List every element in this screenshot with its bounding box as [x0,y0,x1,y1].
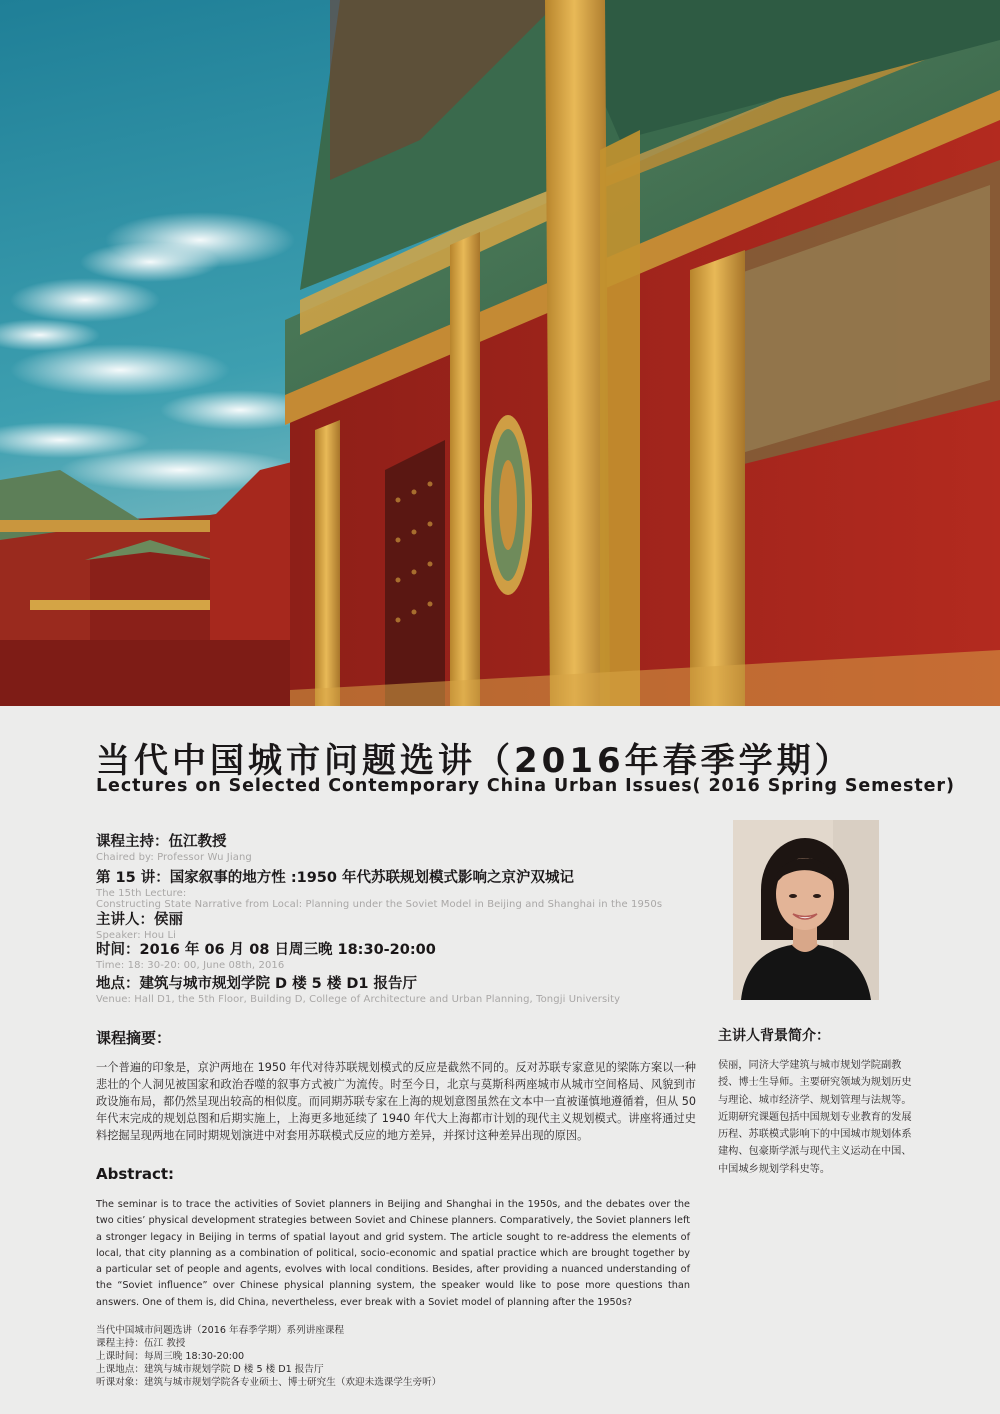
lecture-number-en: The 15th Lecture: [96,888,187,899]
speaker-cn: 主讲人：侯丽 [96,912,183,928]
venue-cn: 地点：建筑与城市规划学院 D 楼 5 楼 D1 报告厅 [96,976,418,992]
abstract-heading: Abstract: [96,1165,175,1183]
chair-en: Chaired by: Professor Wu Jiang [96,852,252,863]
time-en: Time: 18: 30-20: 00, June 08th, 2016 [96,960,285,971]
lecture-title-en: Constructing State Narrative from Local: Planning under the Soviet Model in Beijing and Shanghai in the 1950s [96,899,663,910]
summary-heading: 课程摘要： [96,1029,172,1047]
summary-body: 一个普遍的印象是，京沪两地在 1950 年代对待苏联规划模式的反应是截然不同的。反对苏联专家意见的梁陈方案以一种悲壮的个人洞见被国家和政治吞噬的叙事方式被广为流传。时至今日，北京与莫斯科两座城市从城市空间格局、风貌到市政设施布局，都仍然呈现出较高的相似度。而同期苏联专家在上海的规划意图虽然在文本中一直被谨慎地遵循着，但从 50 年代末完成的规划总图和后期实施上，上海更多地延续了 1940 年代大上海都市计划的现代主义规划模式。讲座将通过史料挖掘呈现两地在同时期规划演进中对套用苏联模式反应的地方差异，并探讨这种差异出现的原因。 [96,1061,696,1142]
hero-palace-photo [0,0,1000,706]
venue-en: Venue: Hall D1, the 5th Floor, Building D, College of Architecture and Urban Planning, Tongji University [96,994,621,1005]
footer-venue-line: 上课地点：建筑与城市规划学院 D 楼 5 楼 D1 报告厅 [96,1364,324,1375]
abstract-body: The seminar is to trace the activities of Soviet planners in Beijing and Shanghai in the 1950s, and the debates over the two cities’ physical development strategies between Soviet and Chinese planners. Comparatively, the Soviet planners left a stronger legacy in Beijing in terms of spatial layout and grid system. The article sought to re-address the elements of local, that city planning as a combination of political, socio-economic and spatial practice which are brought together by a particular set of people and agents, evolves with local conditions. Besides, after providing a nuanced understanding of the “Soviet influence” over Chinese physical planning system, the speaker would like to pose more questions than answers. One of them is, did China, nevertheless, ever break with a Soviet model of planning after the 1950s? [96,1199,690,1308]
chair-cn: 课程主持：伍江教授 [96,834,227,850]
speaker-bio-body: 侯丽，同济大学建筑与城市规划学院副教授、博士生导师。主要研究领域为规划历史与理论、城市经济学、规划管理与法规等。近期研究课题包括中国规划专业教育的发展历程、苏联模式影响下的中国城市规划体系建构、包豪斯学派与现代主义运动在中国、中国城乡规划学科史等。 [718,1060,912,1175]
footer-time-line: 上课时间：每周三晚 18:30-20:00 [96,1351,245,1362]
speaker-portrait [733,820,879,1000]
lecture-block [96,866,716,910]
course-footer [96,1324,656,1389]
footer-series-line: 当代中国城市问题选讲（2016 年春季学期）系列讲座课程 [96,1325,345,1336]
time-block [96,938,716,971]
footer-chair-line: 课程主持：伍江 教授 [96,1338,186,1349]
lecture-title-cn: 第 15 讲：国家叙事的地方性 :1950 年代苏联规划模式影响之京沪双城记 [96,870,575,886]
speaker-en: Speaker: Hou Li [96,930,177,941]
lecture-series-title-cn: 当代中国城市问题选讲（2016年春季学期） [96,741,853,781]
footer-audience-line: 听课对象：建筑与城市规划学院各专业硕士、博士研究生（欢迎未选课学生旁听） [96,1377,442,1388]
venue-block [96,972,716,1005]
speaker-block [96,908,716,941]
speaker-bio-heading: 主讲人背景简介： [718,1028,830,1044]
chair-block [96,830,716,863]
lecture-series-title-en: Lectures on Selected Contemporary China Urban Issues( 2016 Spring Semester) [96,776,955,796]
time-cn: 时间：2016 年 06 月 08 日周三晚 18:30-20:00 [96,942,436,958]
